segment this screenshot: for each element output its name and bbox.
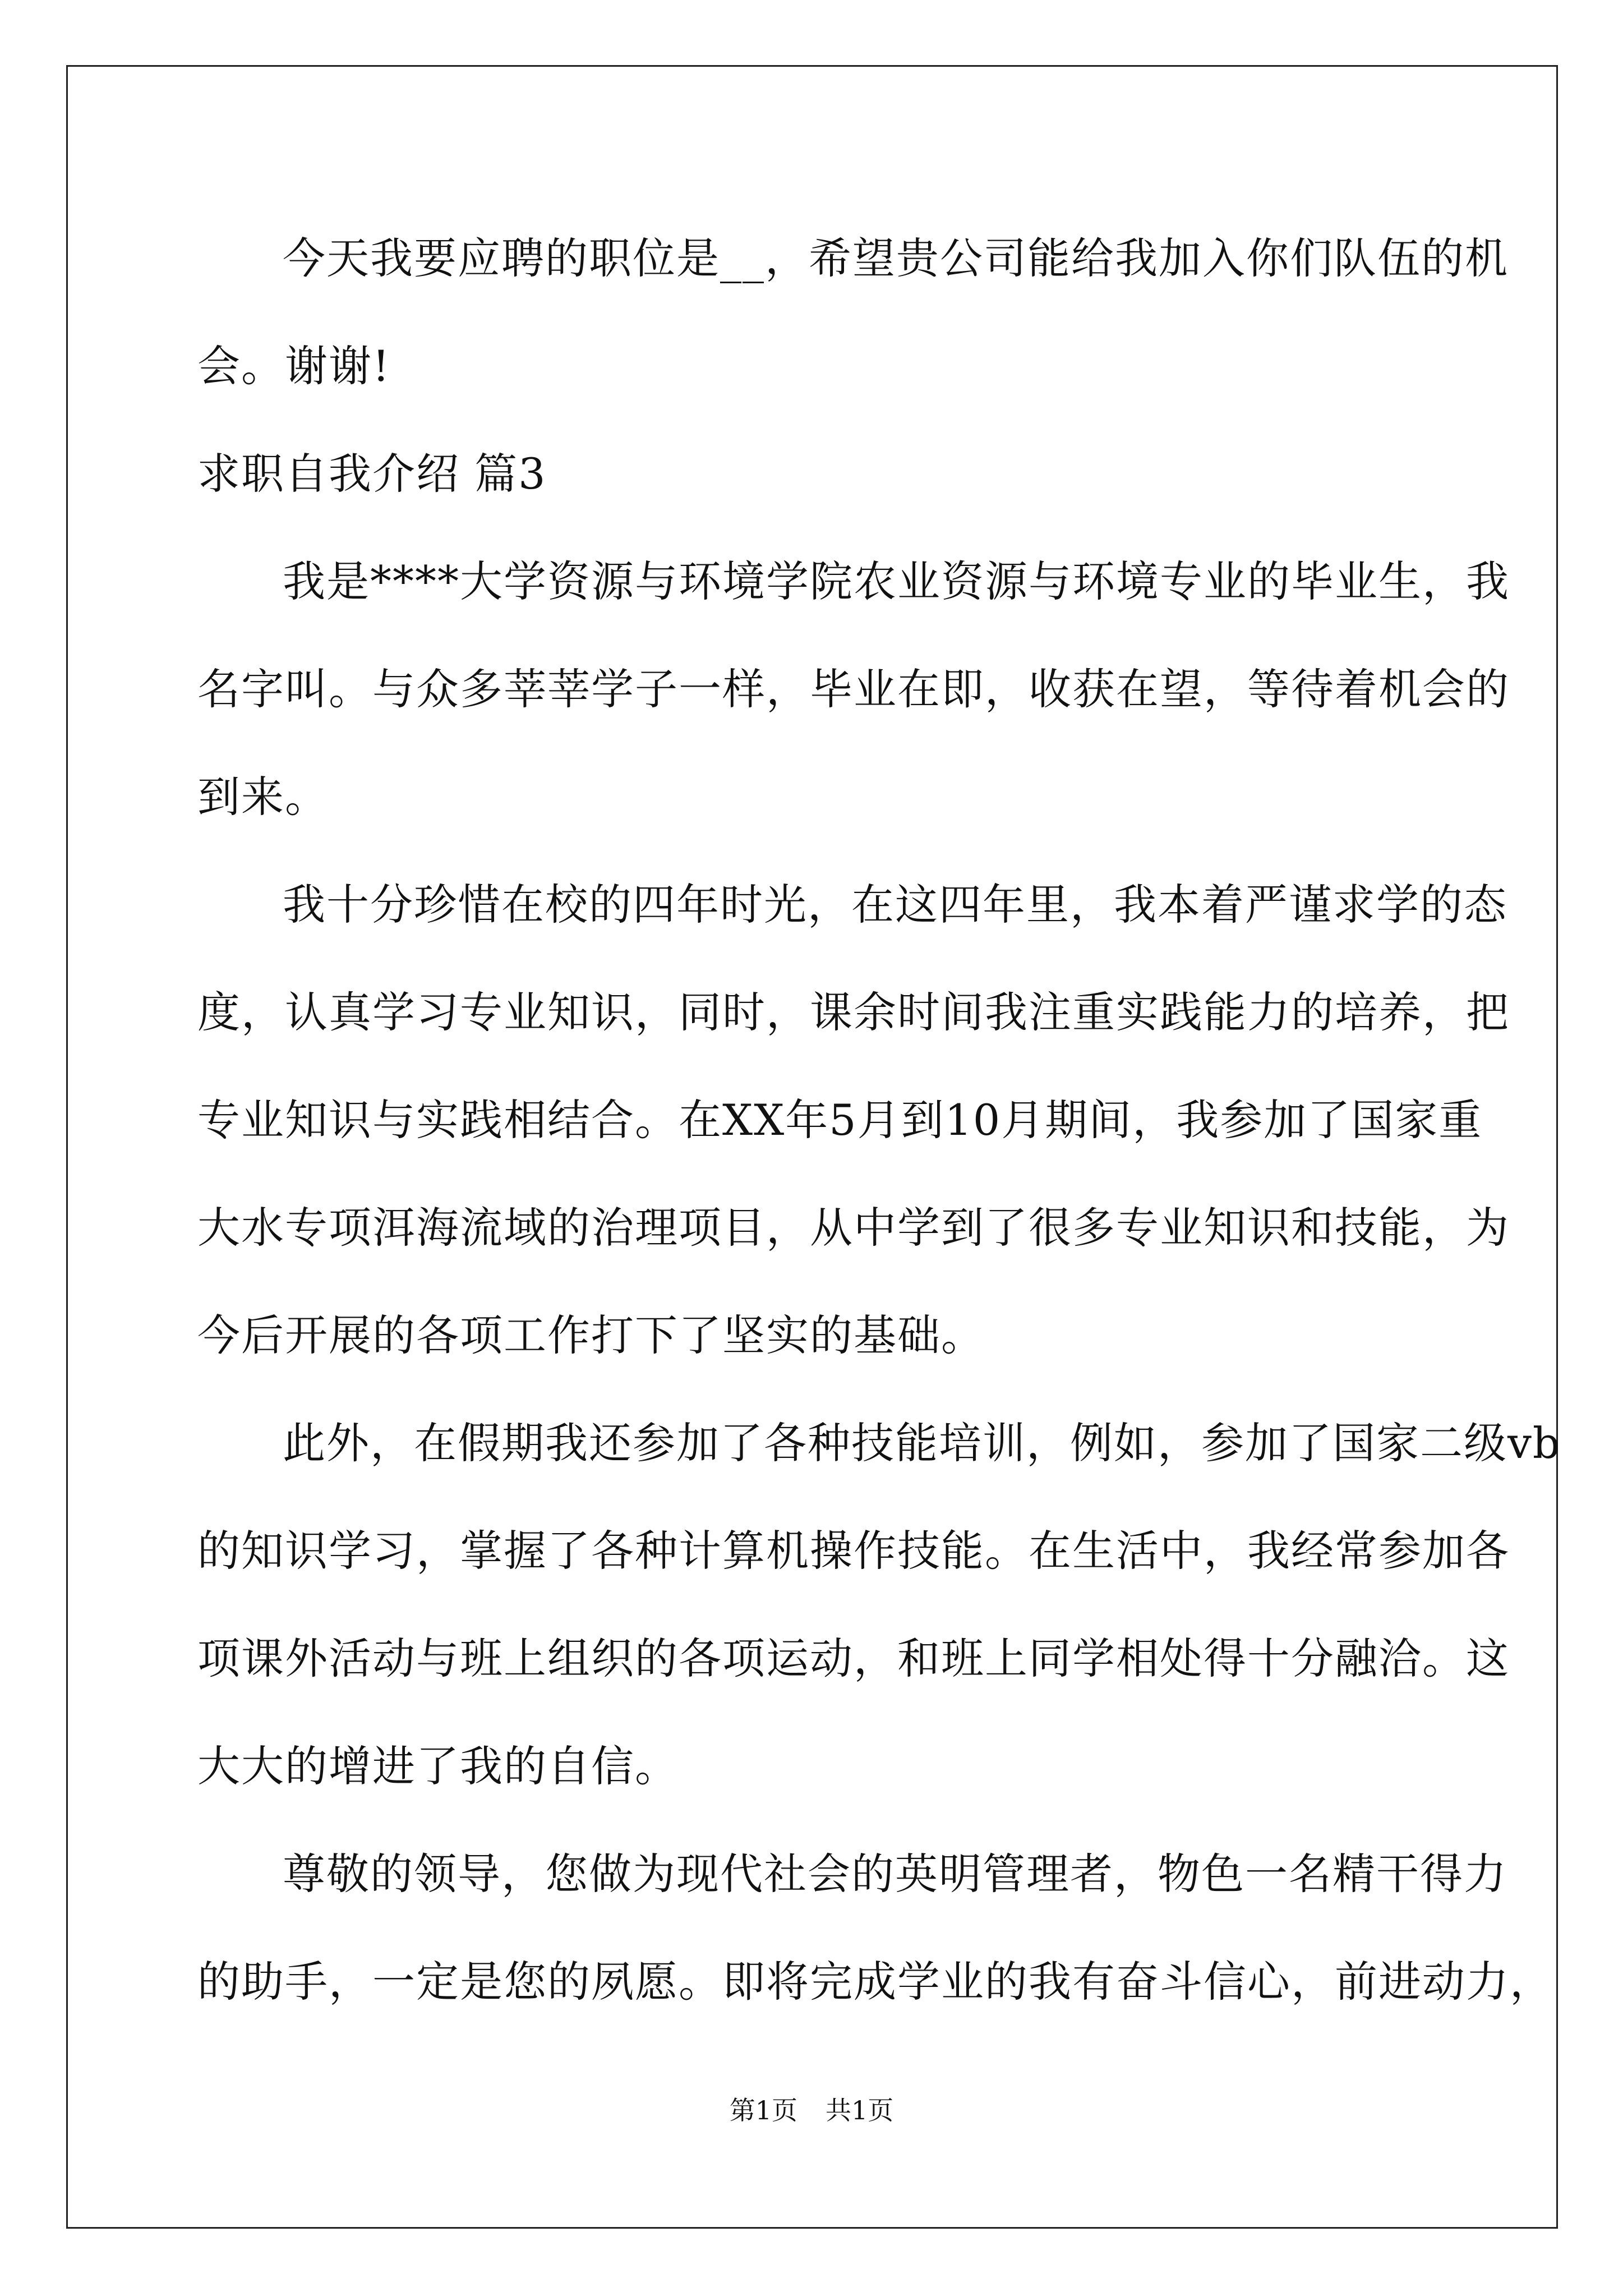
document-body — [197, 205, 1561, 2036]
page-number: 第1页 — [729, 2095, 797, 2125]
paragraph-line: 项课外活动与班上组织的各项运动，和班上同学相处得十分融洽。这 — [197, 1634, 1510, 1683]
paragraph-line: 会。谢谢! — [197, 341, 391, 391]
page-footer — [0, 2093, 1623, 2127]
paragraph-line: 今后开展的各项工作打下了坚实的基础。 — [197, 1310, 985, 1360]
section-heading: 求职自我介绍 篇3 — [197, 449, 547, 499]
paragraph-line: 到来。 — [197, 772, 329, 822]
paragraph-line: 的知识学习，掌握了各种计算机操作技能。在生活中，我经常参加各 — [197, 1526, 1510, 1576]
paragraph-line: 的助手，一定是您的夙愿。即将完成学业的我有奋斗信心，前进动力， — [197, 1957, 1553, 2007]
paragraph-line: 此外，在假期我还参加了各种技能培训，例如，参加了国家二级vb — [283, 1418, 1561, 1468]
page-total: 共1页 — [826, 2095, 894, 2125]
paragraph-line: 大水专项洱海流域的治理项目，从中学到了很多专业知识和技能，为 — [197, 1203, 1510, 1253]
paragraph-line: 尊敬的领导，您做为现代社会的英明管理者，物色一名精干得力 — [283, 1849, 1507, 1899]
paragraph-line: 大大的增进了我的自信。 — [197, 1741, 679, 1791]
paragraph-line: 我十分珍惜在校的四年时光，在这四年里，我本着严谨求学的态 — [283, 880, 1507, 930]
paragraph-line: 度，认真学习专业知识，同时，课余时间我注重实践能力的培养，把 — [197, 987, 1510, 1037]
paragraph-line: 今天我要应聘的职位是__，希望贵公司能给我加入你们队伍的机 — [283, 233, 1509, 283]
paragraph-line: 我是****大学资源与环境学院农业资源与环境专业的毕业生，我 — [283, 556, 1510, 606]
paragraph-line: 名字叫。与众多莘莘学子一样，毕业在即，收获在望，等待着机会的 — [197, 664, 1510, 714]
paragraph-line: 专业知识与实践相结合。在XX年5月到10月期间，我参加了国家重 — [197, 1095, 1483, 1145]
